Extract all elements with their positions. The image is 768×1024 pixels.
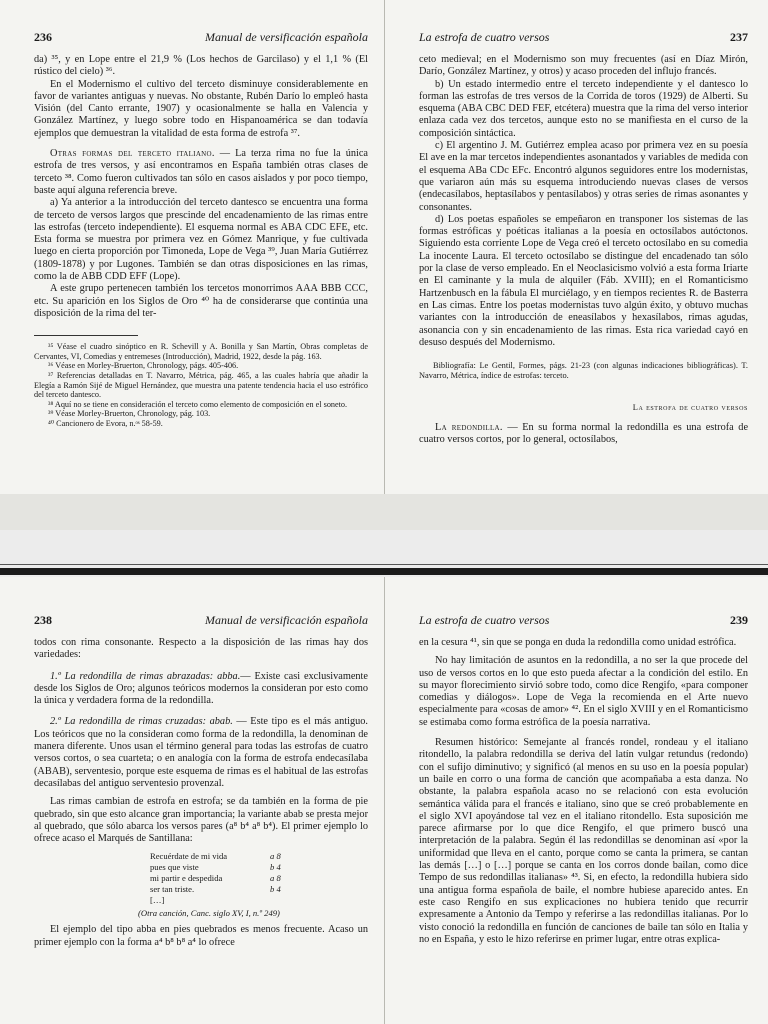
list-item [34, 716, 368, 790]
running-head: La estrofa de cuatro versos [419, 613, 550, 627]
page-header [419, 30, 748, 45]
running-head: Manual de versificación española [205, 30, 368, 44]
footnote: ³⁸ Aquí no se tiene en consideración el terceto como elemento de composición en el soneto. [48, 399, 348, 409]
page-header [419, 613, 748, 628]
poem-line [150, 862, 368, 873]
paragraph: da) ³⁵, y en Lope entre el 21,9 % (Los hechos de Garcilaso) y el 1,1 % (El rústico del cielo) ³⁶. [34, 54, 368, 78]
bibliography: Bibliografía: Le Gentil, Formes, págs. 21-23 (con algunas indicaciones bibliográficas). T. Navarro, Métrica, índice de estrofas: terceto. [419, 361, 748, 381]
paragraph-text: — En su forma normal la redondilla es una estrofa de cuatro versos cortos, por lo general, octosílabos, [419, 422, 749, 446]
page-header [34, 30, 368, 45]
item-title: 1.º La redondilla de rimas abrazadas: abba. [50, 670, 241, 682]
footnote: ³⁵ Véase el cuadro sinóptico en R. Schevill y A. Bonilla y San Martín, Obras completas de Cervantes, VI, Comedias y entremeses (Introducción), Madrid, 1922, desde la pág. 163. [34, 342, 368, 361]
verse: […] [150, 894, 165, 905]
paragraph: c) El argentino J. M. Gutiérrez emplea acaso por primera vez en su poesía El ave en la mar tercetos independientes asonantados y variables de medida con el esquema ABa CDc EFc. Encontró algunos seguidores entre los modernistas, que variaron aún más su esquema introduciendo nuevas clases de versos (endecasílabos, heptasílabos y pentasílabos) y otras series de rimas asonantes y consonantes. [419, 140, 748, 213]
poem-line [150, 851, 368, 862]
section-label: Otras formas del terceto italiano. [50, 148, 215, 160]
paragraph: En el Modernismo el cultivo del terceto disminuye considerablemente en favor de variantes antiguas y nuevas. No obstante, Rubén Darío lo empleó hasta Visión (del Canto errante, 1907) y ocasionalmente se halla en Valencia y González Martínez, y luego sobre todo en Hispanoamérica se dan todavía ejemplos que demuestran la vitalidad de esta forma de estrofa ³⁷. [34, 78, 368, 139]
paragraph: todos con rima consonante. Respecto a la disposición de las rimas hay dos variedades: [34, 637, 368, 661]
poem-source: (Otra canción, Canc. siglo XV, I, n.º 249) [138, 908, 280, 919]
page-237 [384, 0, 768, 494]
page-number: 239 [730, 613, 748, 627]
paragraph: en la cesura ⁴¹, sin que se ponga en duda la redondilla como unidad estrófica. [419, 637, 737, 648]
page-number: 236 [34, 30, 52, 44]
footnote: ³⁹ Véase Morley-Bruerton, Chronology, pág. 103. [48, 409, 211, 419]
poem-line [150, 873, 368, 884]
footnote: ⁴⁰ Cancionero de Evora, n.ᵒˢ 58-59. [48, 418, 163, 428]
page-239 [384, 577, 768, 1024]
paragraph: Resumen histórico: Semejante al francés rondel, rondeau y el italiano ritondello, la palabra redondilla se deriva del latín vulgar retundus (redondo) con el sufijo diminutivo; y significó (al menos en su uso en la poesía popular) un baile en corro o una forma de canción que acompañaba a esta danza. No obstante, la palabra española acaso no se relacionó con esta evolución semántica válida para el francés e italiano, sino que se creó probablemente en el siglo XVI apoyándose tal vez en el italiano ritondello. Esta suposición me parece afirmarse por lo que dice Rengifo, el que primero buscó una interpretación de la palabra. Según él las redondillas se denominan así «por la uniformidad que lleva en el canto, porque como se canta la primera, se cantan las demás […] o […] porque se canta en los corros donde bailan, como dice Tempo de sus redondillas italianas» ⁴³. Si, en efecto, la redondilla hubiera sido una antigua forma española de baile, el nombre hubiese aparecido antes. En este caso Rengifo en sus explicaciones no hubiera tenido que recurrir expresamente a Antonio da Tempo y referirse a las redondillas italianas. Por lo visto conoció la redondilla en función de canciones de baile tan sólo en Italia y no en España, y esto le hizo referirse en primer lugar, entre otras explica- [419, 737, 748, 945]
paragraph [419, 422, 748, 447]
book-spread-top [0, 0, 768, 494]
page-number: 238 [34, 613, 52, 627]
rhyme-scheme: a 8 [270, 851, 281, 862]
scan-gap [0, 494, 768, 530]
paragraph: a) Ya anterior a la introducción del terceto dantesco se encuentra una forma de terceto de versos largos que prescinde del encadenamiento de las rimas entre las estrofas (terceto independiente). El esquema normal es ABA CDC EFE, etc. Esta forma se muestra por primera vez en Gómez Manrique, y fue cultivada luego en cierta proporción por Timoneda, Lope de Vega ³⁹, Juan María Gutiérrez (1809-1878) y por Lugones. También se dan otras disposiciones en las rimas, como la de ABB CDD EFF (Lope). [34, 197, 368, 283]
paragraph: ceto medieval; en el Modernismo son muy frecuentes (así en Díaz Mirón, Darío, González Martínez, y otros) y acaso proceden del influjo francés. [419, 54, 748, 78]
paragraph [34, 148, 368, 197]
paragraph: El ejemplo del tipo abba en pies quebrados es menos frecuente. Acaso un primer ejemplo con la forma a⁴ b⁸ b⁸ a⁴ lo ofrece [34, 924, 368, 948]
paragraph: A este grupo pertenecen también los tercetos monorrimos AAA BBB CCC, etc. Su aparición en los Siglos de Oro ⁴⁰ ha de considerarse que continúa una disposición de la rima del ter- [34, 283, 368, 319]
paragraph: No hay limitación de asuntos en la redondilla, a no ser la que procede del uso de versos cortos en lo que esto pueda afectar a la condición del estilo. En su mayor florecimiento sirvió sobre todo, como dice Rengifo, «para componer comedias y diálogos». Lope de Vega la recomienda en el Arte nuevo especialmente para «cosas de amor» ⁴². En el siglo XVIII y en el Romanticismo se estimaba como forma estrófica de la poesía narrativa. [419, 655, 748, 728]
paragraph: d) Los poetas españoles se empeñaron en transponer los sistemas de las formas estróficas y poéticas italianas a la poesía en octosílabos autóctonos. Siguiendo esta corriente Lope de Vega creó el terceto octosílabo en su comedia La inocente Laura. El terceto octosílabo se distingue del encadenado tan sólo por la clase de verso empleado. En el Neoclasicismo volvió a esta forma Iriarte en El caminante y la mula de alquiler (Fáb. XVIII); en el Romanticismo Hartzenbusch en la fábula El murciélago, y en tiempos recientes R. de Basterra en Las cimas. Entre los poetas modernistas tuvo algún éxito, y obtuvo muchas variantes con la introducción de eneasílabos y hexasílabos, rimas agudas, asonancia con y sin encadenamiento de las rimas. Esta rica variedad cayó en desuso después del Modernismo. [419, 213, 748, 348]
paragraph: b) Un estado intermedio entre el terceto independiente y el dantesco lo forman las estrofas de tres versos de la Corrida de toros (1929) de Alberti. Su esquema (ABA CBC DED FEF, etcétera) muestra que la rima del verso interior enlaza cada vez dos tercetos, aunque esto no se manifiesta en el curso de la composición sintáctica. [419, 78, 748, 139]
verse: pues que viste [150, 862, 199, 873]
verse: mi partir e despedida [150, 873, 223, 884]
page-header [34, 613, 368, 628]
footnote-separator [34, 335, 138, 336]
item-title: 2.º La redondilla de rimas cruzadas: abab. [50, 716, 233, 728]
page-238 [0, 577, 384, 1024]
item-text: — Este tipo es el más antiguo. Los teóricos que no la consideran como forma de la redondilla, la denominan de manera diferente. Unos usan el término general para todas las estrofas de cuatro versos cortos, o sea cuarteta; o en analogía con la forma de estrofa endecasílaba (ABAB), serventesio, porque este esquema de rimas es el habitual de las estrofas decasílabas del antiguo serventesio provenzal. [34, 716, 369, 789]
poem-example [34, 851, 368, 905]
item-text: — Existe casi exclusivamente desde los Siglos de Oro; algunos teóricos modernos la consideran por esto como la única y verdadera forma de la redondilla. [34, 670, 368, 707]
verse: Recuérdate de mi vida [150, 851, 228, 862]
poem-line [150, 895, 368, 906]
paragraph: Las rimas cambian de estrofa en estrofa; se da también en la forma de pie quebrado, sin que esto alcance gran importancia; la variante abab se presta mejor al quebrado, que sólo abarca los versos pares (a⁸ b⁴ a⁸ b⁴). El primer ejemplo lo ofrece acaso el Marqués de Santillana: [34, 796, 368, 845]
footnote: ³⁶ Véase en Morley-Bruerton, Chronology, págs. 405-406. [48, 361, 239, 371]
rhyme-scheme: b 4 [270, 883, 281, 894]
section-label: La redondilla. [435, 422, 503, 434]
scan-edge-line [0, 564, 768, 565]
rhyme-scheme: a 8 [270, 873, 281, 884]
book-spread-bottom [0, 577, 768, 1024]
paragraph-text: — La terza rima no fue la única estrofa de tres versos, y así encontramos en España también otras clases de terceto ³⁸. Como fueron cultivados tan sólo en casos aislados y por poco tiempo, baste aquí alguna referencia breve. [34, 148, 368, 196]
page-236 [0, 0, 384, 494]
running-head: La estrofa de cuatro versos [419, 30, 550, 44]
rhyme-scheme: b 4 [270, 862, 281, 873]
page-number: 237 [730, 30, 748, 44]
list-item [34, 671, 368, 708]
poem-line [150, 884, 368, 895]
running-head: Manual de versificación española [205, 613, 368, 627]
section-title: La estrofa de cuatro versos [632, 403, 748, 413]
verse: ser tan triste. [150, 883, 195, 894]
scan-edge-bar [0, 568, 768, 575]
footnote: ³⁷ Referencias detalladas en T. Navarro, Métrica, pág. 465, a las cuales habría que añadir la Elegía a Ramón Sijé de Miguel Hernández, que muestra una patente tendencia hacia el uso estrófico del terceto dantesco. [34, 371, 368, 400]
